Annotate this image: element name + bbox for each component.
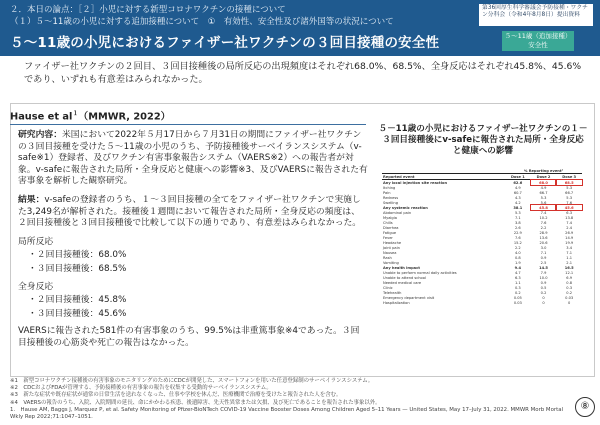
row-value-dose2: 4.9	[540, 185, 547, 190]
row-value-dose3: 2.4	[566, 225, 573, 230]
systemic-reaction-label: 全身反応	[18, 281, 54, 292]
row-label: Redness	[383, 195, 399, 200]
header-subtopic-line: （１）５～11歳の小児に対する追加接種について ① 有効性、安全性及び諸外国等の状況について	[10, 17, 394, 27]
row-value-dose3: 68.5	[556, 180, 582, 186]
row-value-dose1: 2.2	[514, 245, 521, 250]
row-value-dose3: 0.03	[565, 295, 574, 300]
row-value-dose3: 5.3	[566, 195, 573, 200]
row-value-dose3: 5.3	[566, 185, 573, 190]
title-divider	[10, 124, 366, 125]
row-value-dose1: 0.05	[513, 295, 522, 300]
row-value-dose2: 7.4	[540, 210, 547, 215]
study-body	[18, 130, 368, 352]
footnote: 1. Hause AM, Baggs J, Marquez P, et al. Safety Monitoring of Pfizer-BioNTech COVID-19 Vaccine Booster Doses Among Children Aged 5–11 Years — United States, May 17–July 31, 2022. MMWR Morb Mortal Wkly Rep 2022;71:1047–1051.	[10, 406, 563, 421]
study-title-ref: １	[72, 110, 79, 117]
row-value-dose1: 2.6	[514, 225, 521, 230]
local-dose2: ・２回目接種後：68.0%	[28, 250, 127, 261]
row-value-dose2: 45.8	[531, 205, 557, 210]
row-value-dose2: 0.5	[540, 285, 547, 290]
study-title-source: （MMWR, 2022）	[78, 111, 171, 123]
header-agenda-line: ２．本日の論点：［２］小児に対する新型コロナワクチンの接種について	[10, 5, 286, 15]
row-value-dose2: 0	[542, 295, 545, 300]
row-value-dose3: 7.6	[566, 200, 573, 205]
page-title: ５～11歳の小児におけるファイザー社ワクチンの３回目接種の安全性	[10, 35, 440, 51]
row-value-dose3: 45.6	[556, 205, 582, 210]
row-value-dose2: 7.6	[540, 220, 547, 225]
row-label: Rash	[383, 255, 392, 260]
row-value-dose1: 4.9	[514, 185, 521, 190]
row-value-dose1: 5.3	[514, 210, 521, 215]
row-value-dose3: 7.1	[566, 250, 573, 255]
reactions-table-body	[382, 168, 582, 305]
col-dose2: Dose 2	[531, 174, 557, 180]
row-label: Any local injection site reaction	[383, 180, 448, 185]
row-value-dose3: 0.2	[566, 290, 573, 295]
col-dose3: Dose 3	[556, 174, 582, 180]
row-label: Fever	[383, 235, 393, 240]
row-value-dose2: 13.6	[539, 235, 548, 240]
row-value-dose2: 28.9	[539, 230, 548, 235]
row-label: Unable to attend school	[383, 275, 426, 280]
reactions-table	[382, 168, 582, 305]
row-value-dose3: 26.9	[565, 230, 574, 235]
row-value-dose3: 14.9	[565, 235, 574, 240]
row-value-dose1: 4.7	[514, 270, 521, 275]
row-value-dose1: 0.03	[513, 300, 522, 305]
col-dose1: Dose 1	[505, 174, 531, 180]
row-value-dose2: 2.5	[540, 260, 547, 265]
row-label: Abdominal pain	[383, 210, 412, 215]
table-title: ５－11歳の小児におけるファイザー社ワクチンの１－３回目接種後にv-safeに報告された局所・全身反応と健康への影響	[378, 124, 588, 156]
row-label: Any systemic reaction	[383, 205, 428, 210]
row-value-dose3: 1.1	[566, 255, 573, 260]
row-value-dose2: 2.2	[540, 225, 547, 230]
footnotes	[10, 378, 570, 421]
row-value-dose3: 3.4	[566, 245, 573, 250]
row-value-dose1: 62.6	[513, 180, 523, 185]
row-value-dose1: 38.1	[513, 205, 523, 210]
row-value-dose1: 7.6	[514, 235, 521, 240]
footnote: ※3 新たな症状や既存症状が通常の日常生活を送れなくなった、仕事や学校を休んだ、医療機関で治療を受けたと報告された人を含む。	[10, 392, 342, 399]
row-label: Emergency department visit	[383, 295, 435, 300]
row-value-dose2: 0.9	[540, 255, 547, 260]
result-text: v-safeの登録者のうち、１～３回目接種の全てをファイザー社ワクチンで実施した3,249名が解析された。接種後１週間において報告された局所・全身反応の頻度は、２回目接種後と３回目接種後で比較して以下の通りであり、有意差はみられなかった。	[18, 194, 362, 229]
row-label: Vomiting	[383, 260, 399, 265]
row-value-dose2: 68.0	[531, 180, 557, 186]
row-value-dose1: 6.3	[514, 275, 521, 280]
study-title	[10, 108, 170, 122]
row-label: Chills	[383, 220, 393, 225]
row-label: Diarrhea	[383, 225, 399, 230]
row-value-dose2: 5.3	[540, 195, 547, 200]
row-value-dose3: 0	[568, 300, 571, 305]
row-value-dose2: 0.2	[540, 290, 547, 295]
table-row	[382, 300, 582, 305]
row-value-dose2: 20.6	[539, 240, 548, 245]
row-value-dose2: 10.2	[539, 215, 548, 220]
row-value-dose1: 0.2	[514, 290, 521, 295]
row-label: Swelling	[383, 200, 398, 205]
footnote: ※2 CDCおよびFDAが管理する、予防接種後の有害事象の報告を収集する受動的サーベイランスシステム。	[10, 385, 272, 392]
col-reported-event: Reported event	[382, 174, 505, 180]
row-value-dose2: 10.0	[539, 275, 548, 280]
category-tag: ５～11歳（追加接種） 安全性	[502, 31, 574, 51]
row-value-dose1: 0.3	[514, 285, 521, 290]
row-label: Clinic	[383, 285, 393, 290]
row-value-dose2: 66.7	[539, 190, 548, 195]
row-value-dose1: 60.7	[513, 190, 522, 195]
row-value-dose3: 19.9	[565, 240, 574, 245]
row-value-dose3: 0.3	[566, 285, 573, 290]
footnote: ※1 新型コロナワクチン接種後の有害事象のモニタリングのためにCDCが開発した、スマートフォンを用いた任意登録制のサーベイランスシステム。	[10, 378, 374, 384]
study-title-author: Hause et al	[10, 111, 73, 123]
row-value-dose1: 7.1	[514, 215, 521, 220]
row-value-dose3: 13.8	[565, 215, 574, 220]
row-value-dose1: 3.8	[514, 220, 521, 225]
systemic-dose3: ・３回目接種後：45.6%	[28, 308, 127, 319]
method-paragraph	[18, 130, 368, 188]
row-label: Myalgia	[383, 215, 397, 220]
row-value-dose1: 4.0	[514, 250, 521, 255]
row-label: Itching	[383, 185, 396, 190]
row-value-dose2: 5.6	[540, 200, 547, 205]
row-value-dose3: 16.5	[564, 265, 574, 270]
method-label: 研究内容：	[18, 130, 62, 140]
source-box: 第36回厚生科学審議会予防接種・ワクチン分科会（令和4年8月8日）提出資料	[478, 3, 594, 27]
row-value-dose3: 7.4	[566, 220, 573, 225]
row-label: Pain	[383, 190, 391, 195]
row-value-dose1: 15.2	[513, 240, 522, 245]
row-label: Hospitalization	[383, 300, 410, 305]
row-value-dose2: 3.0	[540, 245, 547, 250]
row-label: Headache	[383, 240, 402, 245]
table-group-label: % Reporting event¹	[523, 168, 564, 173]
method-text: 米国において2022年５月17日から７月31日の期間にファイザー社ワクチンの３回目接種を受けた５～11歳の小児のうち、予防接種後サーベイランスシステム（v-safe※1）登録者、及びワクチン有害事象報告システム（VAERS※2）への報告者が対象。v-safeに報告された局所・全身反応と健康への影響※3、及びVAERSに報告された有害事象を解析した観察研究。	[18, 130, 368, 187]
footnote: ※4 VAERSの報告のうち、入院、入院期間の延長、命にかかわる疾患、後遺障害、先天性異常または欠損、及び死亡であることを報告された事象以外。	[10, 399, 381, 406]
row-value-dose1: 4.3	[514, 195, 521, 200]
row-value-dose2: 0.9	[540, 280, 547, 285]
summary-text: ファイザー社ワクチンの２回目、３回目接種後の局所反応の出現頻度はそれぞれ68.0%、68.5%、全身反応はそれぞれ45.8%、45.6%であり、いずれも有意差はみられなかった。	[24, 61, 582, 85]
row-value-dose1: 22.9	[513, 230, 522, 235]
row-label: Needed medical care	[383, 280, 422, 285]
row-value-dose2: 0	[542, 300, 545, 305]
row-label: Nausea	[383, 250, 397, 255]
row-value-dose1: 9.4	[514, 265, 522, 270]
row-label: Unable to perform normal daily activities	[383, 270, 457, 275]
systemic-dose2: ・２回目接種後：45.8%	[28, 295, 127, 306]
row-value-dose2: 7.9	[540, 270, 547, 275]
result-label: 結果：	[18, 194, 45, 205]
local-reaction-label: 局所反応	[18, 236, 54, 247]
row-value-dose3: 6.3	[566, 210, 573, 215]
result-paragraph	[18, 195, 368, 230]
row-value-dose3: 12.1	[565, 270, 574, 275]
row-label: Fatigue	[383, 230, 397, 235]
row-label: Telehealth	[383, 290, 402, 295]
row-label: Any health impact	[383, 265, 420, 270]
row-value-dose1: 0.8	[514, 255, 521, 260]
row-value-dose3: 66.7	[565, 190, 574, 195]
vaers-text: VAERSに報告された581件の有害事象のうち、99.5%は非重篤事象※4であった。３回目接種後の心筋炎や死亡の報告はなかった。	[18, 326, 360, 348]
row-value-dose1: 1.9	[514, 260, 521, 265]
row-value-dose2: 14.5	[539, 265, 548, 270]
row-value-dose3: 2.1	[566, 260, 573, 265]
page-number: ⑧	[575, 397, 595, 417]
row-value-dose1: 4.2	[514, 200, 521, 205]
row-value-dose3: 0.8	[566, 280, 573, 285]
row-label: Joint pain	[383, 245, 400, 250]
row-value-dose3: 6.9	[566, 275, 573, 280]
row-value-dose2: 7.1	[540, 250, 547, 255]
local-dose3: ・３回目接種後：68.5%	[28, 263, 127, 274]
row-value-dose1: 1.1	[514, 280, 521, 285]
